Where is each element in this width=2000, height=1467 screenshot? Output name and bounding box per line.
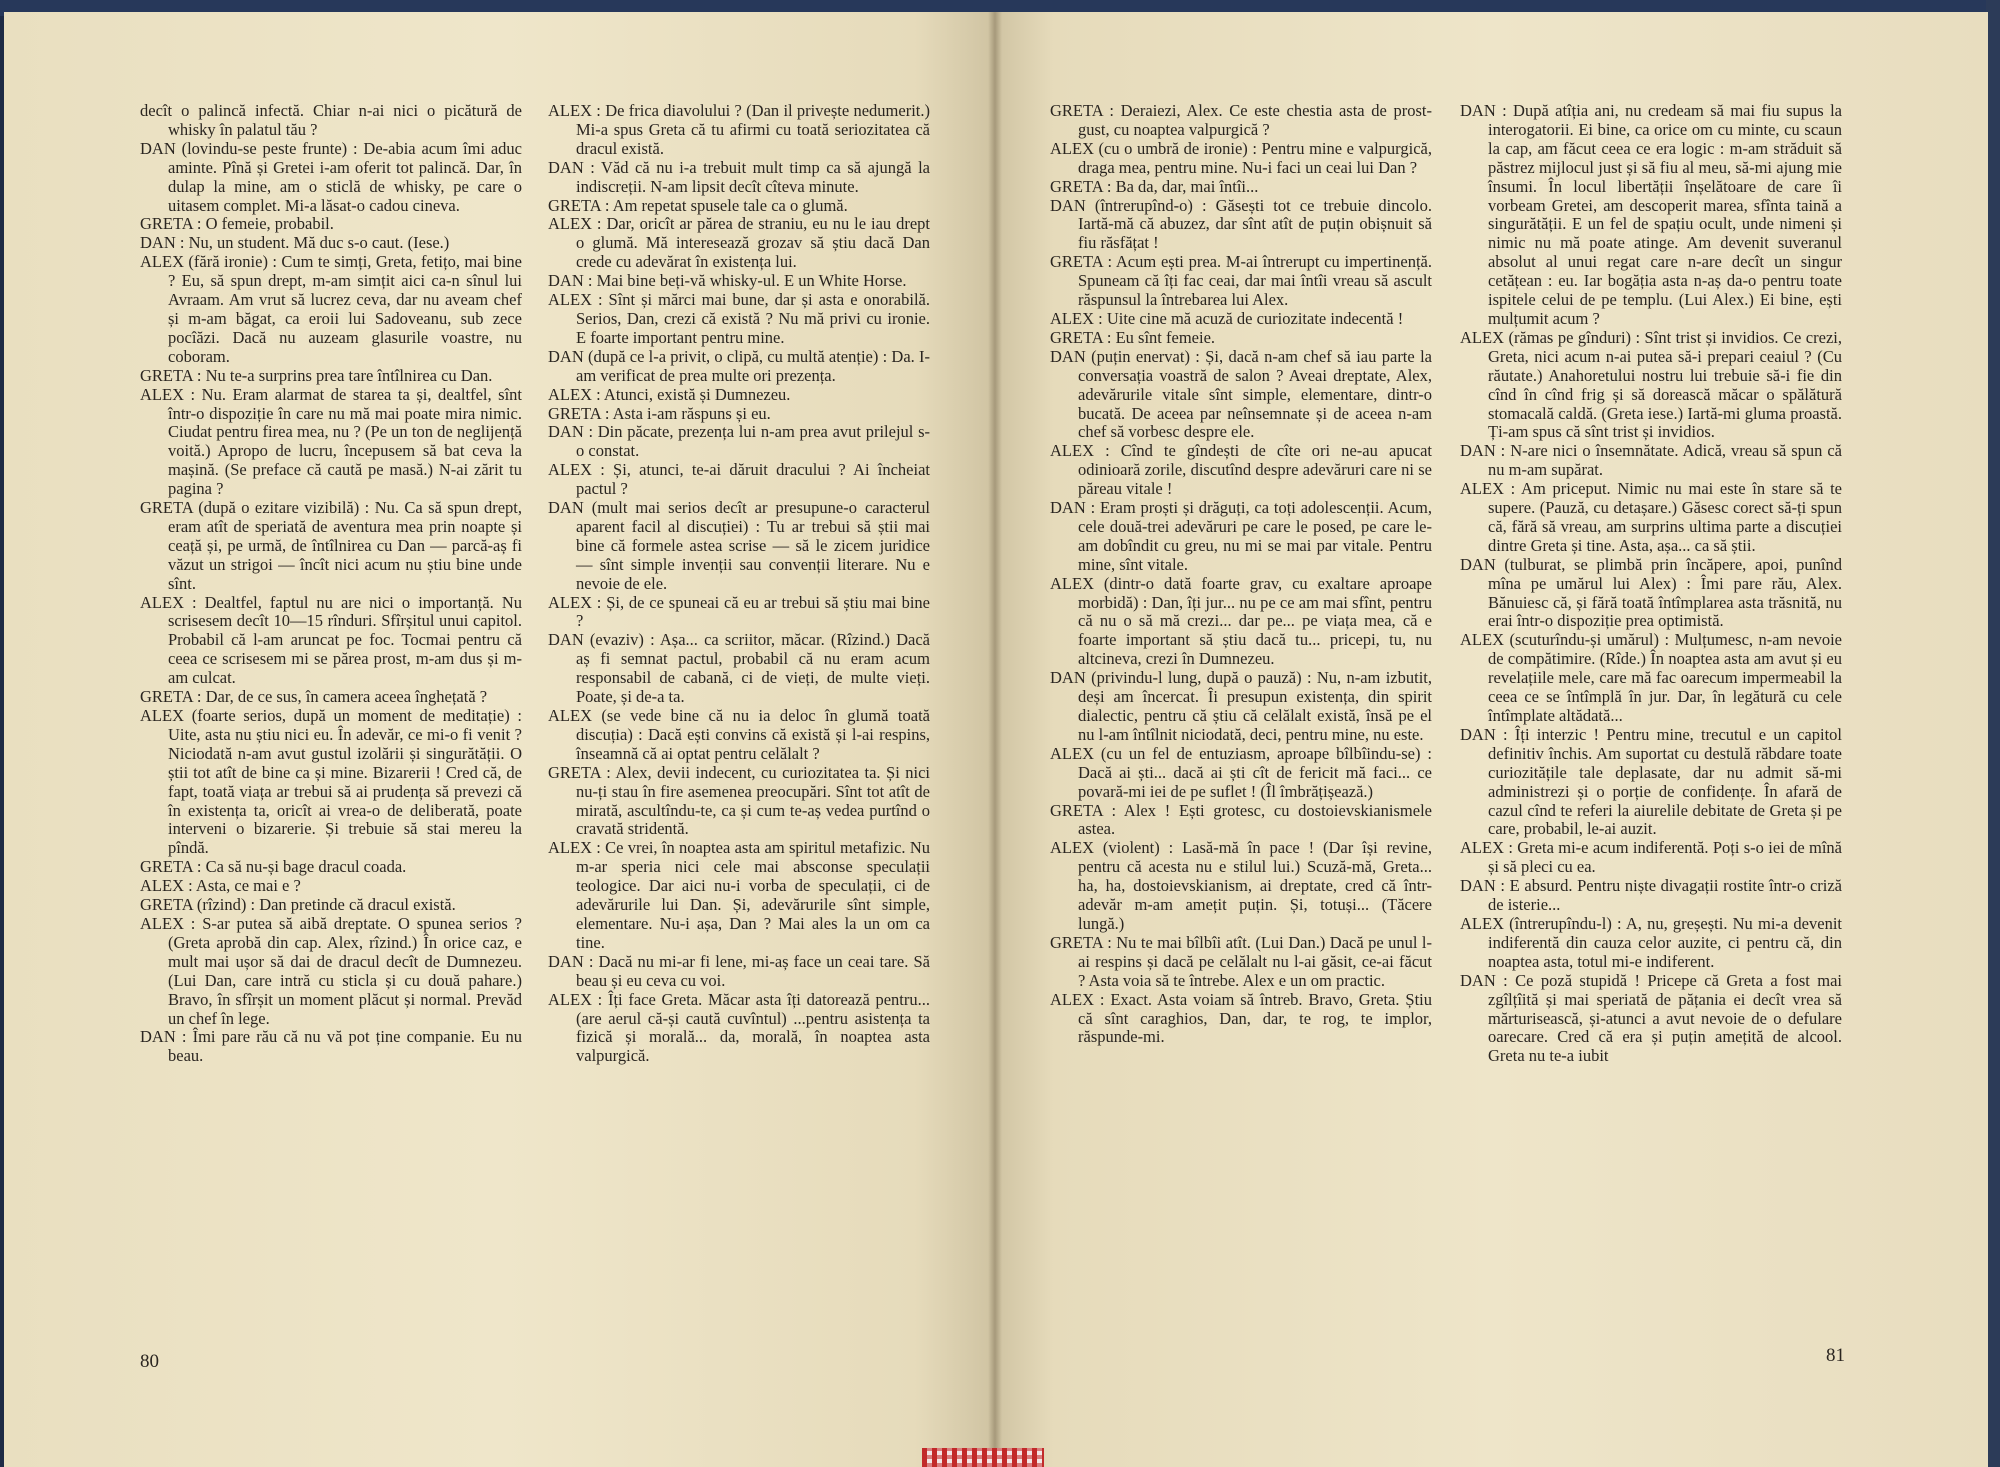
book-cover-side: [1986, 0, 2000, 1467]
dialogue-paragraph: GRETA : Nu te-a surprins prea tare întîlnirea cu Dan.: [140, 365, 493, 385]
dialogue-paragraph: ALEX (fără ironie) : Cum te simți, Greta, fetițo, mai bine ? Eu, să spun drept, m-am simțit aici ca-n sînul lui Avraam. Am vrut să lucrez ceva, dar nu aveam chef și m-am băgat, ca eroii lui Sadoveanu, sub zece pocîăzi. Dacă nu auzeam glasurile voastre, nu coboram.: [140, 252, 522, 366]
left-page-number: 80: [140, 1351, 159, 1372]
right-page-column-1: [1050, 102, 1432, 1047]
dialogue-paragraph: DAN (lovindu-se peste frunte) : De-abia acum îmi aduc aminte. Pînă și Gretei i-am oferit tot palincă. Dar, în dulap la mine, am o sticlă de whisky, pe care o uitasem complet. Mi-a lăsat-o cadou cineva.: [140, 138, 522, 215]
book-spread: [4, 12, 1988, 1467]
dialogue-paragraph: DAN : După atîția ani, nu credeam să mai fiu supus la interogatorii. Ei bine, ca orice om cu minte, cu scaun la cap, am făcut ceea ce era logic : m-am străduit să păstrez mijlocul just și să fiu al meu, să-mi ajung mie însumi. În locul libertății înșelătoare de care îi vorbeam Gretei, am descoperit marea, sfînta taină a singurătății. E un fel de spațiu ocult, unde nimeni și nimic nu mă poate atinge. Am devenit suveranul absolut al unui regat care n-are decît un singur cetățean : eu. Iar bogăția asta n-aș da-o pentru toate ispitele celui de pe templu. (Lui Alex.) Ei bine, ești mulțumit acum ?: [1460, 101, 1842, 328]
dialogue-paragraph: DAN (mult mai serios decît ar presupune-o caracterul aparent facil al discuției) : Tu ar trebui să știi mai bine că formele astea scrise — să le zicem juridice — sînt simple invenții sau convenții literare. Nu e nevoie de ele.: [548, 498, 930, 593]
dialogue-paragraph: ALEX (dintr-o dată foarte grav, cu exaltare aproape morbidă) : Dan, îți jur... nu pe ce am mai sfînt, pentru că nu o să mă crezi... dar pe... pe viața mea, că e foarte important să știu dacă tu... pricepi, tu, nu altcineva, crezi în Dumnezeu.: [1050, 573, 1432, 669]
dialogue-paragraph: GRETA : Asta i-am răspuns și eu.: [548, 403, 771, 423]
dialogue-paragraph: DAN (tulburat, se plimbă prin încăpere, apoi, punînd mîna pe umărul lui Alex) : Îmi pare rău, Alex. Bănuiesc că, și fără toată întîmplarea asta trăsnită, nu erai într-o dispoziție prea optimistă.: [1460, 554, 1842, 631]
dialogue-paragraph: DAN (evaziv) : Așa... ca scriitor, măcar. (Rîzind.) Dacă aș fi semnat pactul, probabil că nu eram acum responsabil de cabană, ci de vieți, de multe vieți. Poate, și de-a ta.: [548, 630, 930, 707]
dialogue-paragraph: ALEX : Și, de ce spuneai că eu ar trebui să știu mai bine ?: [548, 592, 930, 631]
dialogue-paragraph: ALEX (foarte serios, după un moment de meditație) : Uite, asta nu știu nici eu. În adevăr, ce mi-o fi venit ? Niciodată n-am avut gustul izolării și singurătății. O știi tot atît de bine ca și mine. Bizareriі ! Cred că, de fapt, toată viața ar trebui să ai prudența să prevezi că în existența ta, oricît ai vrea-o de deliberată, poate interveni o bizarerie. Și trebuie să stai mereu la pîndă.: [140, 706, 522, 858]
dialogue-paragraph: GRETA : Alex, devii indecent, cu curiozitatea ta. Și nici nu-ți stau în fire asemenea preocupări. Sînt tot atît de mirată, ascultîndu-te, ca și cum te-aș vedea purtînd o cravată stridentă.: [548, 762, 930, 839]
dialogue-paragraph: ALEX : S-ar putea să aibă dreptate. O spunea serios ? (Greta aprobă din cap. Alex, rîzind.) În orice caz, e mult mai ușor să dai de dracul decît de Dumnezeu. (Lui Dan, care intră cu sticla și cu două pahare.) Bravo, în sfîrșit un moment plăcut și normal. Prevăd un chef în lege.: [140, 913, 522, 1028]
dialogue-paragraph: ALEX (cu un fel de entuziasm, aproape bîlbîindu-se) : Dacă ai ști... dacă ai ști cît de fericit mă faci... ce povară-mi iei de pe suflet ! (Îl îmbrățișează.): [1050, 743, 1432, 801]
dialogue-paragraph: ALEX (violent) : Lasă-mă în pace ! (Dar își revine, pentru că acesta nu e stilul lui.) Scuză-mă, Greta... ha, ha, dostoievskianism, ai dreptate, cred că într-adevăr m-am amețit puțin. Și, totuși... (Tăcere lungă.): [1050, 838, 1432, 933]
dialogue-paragraph: ALEX : Și, atunci, te-ai dăruit dracului ? Ai încheiat pactul ?: [548, 460, 930, 499]
dialogue-paragraph: ALEX : Am priceput. Nimic nu mai este în stare să te supere. (Pauză, cu detașare.) Găsesc corect să-ți spun că, fără să vreau, am surprins ultima parte a discuției dintre Greta și tine. Asta, așa... ca să știi.: [1460, 479, 1842, 555]
dialogue-paragraph: ALEX : Îți face Greta. Măcar asta îți datorează pentru... (are aerul că-și caută cuvîntul) ...pentru asistența ta fizică și morală... da, morală, în noaptea asta valpurgică.: [548, 989, 930, 1066]
dialogue-paragraph: DAN : N-are nici o însemnătate. Adică, vreau să spun că nu m-am supărat.: [1460, 441, 1842, 480]
book-gutter: [988, 12, 1002, 1467]
dialogue-paragraph: ALEX (scuturîndu-și umărul) : Mulțumesc, n-am nevoie de compătimire. (Rîde.) În noaptea asta am avut și eu revelațiile mele, care mă fac oarecum impermeabil la ceea ce se întîmplă în jur. Dar, în legătură cu cele întîmplate altădată...: [1460, 630, 1842, 725]
dialogue-paragraph: ALEX : Sînt și mărci mai bune, dar și asta e onorabilă. Serios, Dan, crezi că există ? Nu mă privi cu ironie. E foarte important pentru mine.: [548, 290, 930, 347]
dialogue-paragraph: DAN : Din păcate, prezența lui n-am prea avut prilejul s-o constat.: [548, 422, 930, 461]
dialogue-paragraph: ALEX : Dealtfel, faptul nu are nici o importanță. Nu scrisesem decît 10—15 rînduri. Sfîrșitul unui capitol. Probabil că l-am aruncat pe foc. Tocmai pentru că ceea ce scrisesem mi se părea prost, m-am dus și m-am culcat.: [140, 592, 522, 688]
dialogue-paragraph: ALEX : Exact. Asta voiam să întreb. Bravo, Greta. Știu că sînt caraghios, Dan, dar, te rog, te implor, răspunde-mi.: [1050, 989, 1432, 1047]
dialogue-paragraph: DAN : Eram proști și drăguți, ca toți adolescenții. Acum, cele două-trei adevăruri pe care le posed, pe care le-am dobîndit cu greu, nu mi se mai par vitale. Pentru mine, sînt vitale.: [1050, 498, 1432, 574]
dialogue-paragraph: GRETA : Alex ! Ești grotesc, cu dostoievskianismele astea.: [1050, 800, 1432, 839]
dialogue-paragraph: ALEX : Nu. Eram alarmat de starea ta și, dealtfel, sînt într-o dispoziție în care nu mă mai poate mira nimic. Ciudat pentru firea mea, nu ? (Pe un ton de neglijență voită.) Apropo de lucru, începusem să bat ceva la mașină. (Se preface că caută pe masă.) N-ai zărit tu pagina ?: [140, 384, 522, 499]
dialogue-paragraph: DAN : Îți interzic ! Pentru mine, trecutul e un capitol definitiv închis. Am suportat cu destulă răbdare toate curiozitățile tale deplasate, dar nu admit să-mi administrezi și o porție de confidențe. În afară de cazul cînd te referi la aiurelile debitate de Greta și pe care, probabil, le-ai auzit.: [1460, 724, 1842, 839]
dialogue-paragraph: DAN : Văd că nu i-a trebuit mult timp ca să ajungă la indiscreții. N-am lipsit decît cîteva minute.: [548, 157, 930, 196]
dialogue-paragraph: ALEX : Uite cine mă acuză de curiozitate indecentă !: [1050, 308, 1404, 328]
dialogue-paragraph: ALEX : Asta, ce mai e ?: [140, 876, 301, 896]
dialogue-paragraph: ALEX (rămas pe gînduri) : Sînt trist și invidios. Ce crezi, Greta, nici acum n-ai putea să-i prepari ceaiul ? (Cu răutate.) Anahoretului nostru lui trebuie să-i fie din cînd în cînd frig și să dorească măcar o spălătură stomacală caldă. (Greta iese.) Iartă-mi gluma proastă. Ți-am spus că sînt trist și invidios.: [1460, 327, 1842, 442]
dialogue-paragraph: DAN : Mai bine beți-vă whisky-ul. E un White Horse.: [548, 271, 907, 291]
dialogue-paragraph: DAN : Dacă nu mi-ar fi lene, mi-aș face un ceai tare. Să beau și eu ceva cu voi.: [548, 951, 930, 990]
dialogue-paragraph: ALEX : Atunci, există și Dumnezeu.: [548, 384, 791, 404]
dialogue-paragraph: ALEX : Cînd te gîndești de cîte ori ne-au apucat odinioară zorile, discutînd despre adevăruri care ni se păreau vitale !: [1050, 441, 1432, 499]
dialogue-paragraph: DAN : E absurd. Pentru niște divagații rostite într-o criză de isterie...: [1460, 876, 1842, 915]
dialogue-paragraph: GRETA : O femeie, probabil.: [140, 214, 334, 234]
left-page: [4, 12, 994, 1467]
dialogue-paragraph: GRETA : Deraiezi, Alex. Ce este chestia asta de prost-gust, cu noaptea valpurgică ?: [1050, 101, 1432, 139]
dialogue-paragraph: ALEX : De frica diavolului ? (Dan il privește nedumerit.) Mi-a spus Greta că tu afirmi cu toată seriozitatea că dracul există.: [548, 101, 930, 158]
left-page-column-2: [548, 102, 930, 1066]
dialogue-paragraph: GRETA : Nu te mai bîlbîi atît. (Lui Dan.) Dacă pe unul l-ai respins și dacă pe celălalt nu l-ai găsit, ce-ai făcut ? Asta voia să te întrebe. Alex e un om practic.: [1050, 932, 1432, 990]
dialogue-paragraph: GRETA : Eu sînt femeie.: [1050, 327, 1216, 347]
right-page-column-2: [1460, 102, 1842, 1066]
dialogue-paragraph: ALEX (se vede bine că nu ia deloc în glumă toată discuția) : Dacă ești convins că există și l-ai respins, înseamnă că ai optat pentru celălalt ?: [548, 706, 930, 763]
dialogue-paragraph: DAN (întrerupînd-o) : Găsești tot ce trebuie dincolo. Iartă-mă că abuzez, dar sînt atît de puțin obișnuit să fiu răsfățat !: [1050, 195, 1432, 253]
dialogue-paragraph: GRETA : Acum ești prea. M-ai întrerupt cu impertinență. Spuneam că îți fac ceai, dar mai întîi vreau să ascult răspunsul la întrebarea lui Alex.: [1050, 252, 1432, 310]
dialogue-paragraph: ALEX : Ce vrei, în noaptea asta am spiritul metafizic. Nu m-ar speria nici cele mai absconse speculații teologice. Dar aici nu-i vorba de speculații, ci de adevărurile lui Dan. Și, adevărurile sînt simple, elementare. Nu-i așa, Dan ? Mai ales la un om ca tine.: [548, 838, 930, 952]
dialogue-paragraph: GRETA : Dar, de ce sus, în camera aceea înghețată ?: [140, 687, 488, 707]
dialogue-paragraph: decît o palincă infectă. Chiar n-ai nici o picătură de whisky în palatul tău ?: [140, 101, 522, 139]
dialogue-paragraph: DAN (privindu-l lung, după o pauză) : Nu, n-am izbutit, deși am încercat. Îi presupun existența, din spirit dialectic, pentru că știu că celălalt există, însă pe el nu l-am întîlnit niciodată, deci, pentru mine, nu este.: [1050, 668, 1432, 744]
dialogue-paragraph: GRETA (după o ezitare vizibilă) : Nu. Ca să spun drept, eram atît de speriată de aventura mea prin noapte și ceață și, pe urmă, de întîlnirea cu Dan — parcă-aș fi văzut un strigoi — încît nici acum nu știu bine unde sînt.: [140, 498, 522, 593]
dialogue-paragraph: DAN : Ce poză stupidă ! Pricepe că Greta a fost mai zgîlțîită și mai speriată de pățania ei decît vrea să mărturisească, și-atunci a avut nevoie de o defulare oarecare. Cred că era și puțin amețită de alcool. Greta nu te-a iubit: [1460, 970, 1842, 1066]
bookmark-ribbon-pattern: [922, 1448, 1044, 1467]
dialogue-paragraph: GRETA (rîzind) : Dan pretinde că dracul există.: [140, 895, 456, 915]
dialogue-paragraph: ALEX (cu o umbră de ironie) : Pentru mine e valpurgică, draga mea, pentru mine. Nu-i faci un ceai lui Dan ?: [1050, 138, 1432, 177]
dialogue-paragraph: GRETA : Ba da, dar, mai întîi...: [1050, 176, 1259, 196]
dialogue-paragraph: DAN (după ce l-a privit, o clipă, cu multă atenție) : Da. I-am verificat de prea multe ori prezența.: [548, 346, 930, 385]
dialogue-paragraph: ALEX : Dar, oricît ar părea de straniu, eu nu le iau drept o glumă. Mă interesează grozav să știu dacă Dan crede cu adevărat în existența lui.: [548, 214, 930, 272]
right-page: [994, 12, 1988, 1467]
dialogue-paragraph: ALEX (întrerupîndu-l) : A, nu, greșești. Nu mi-a devenit indiferentă din cauza celor auzite, ci pentru că, din noaptea asta, totul mi-e indiferent.: [1460, 913, 1842, 971]
dialogue-paragraph: GRETA : Am repetat spusele tale ca o glumă.: [548, 195, 848, 215]
right-page-number: 81: [1826, 1345, 1845, 1366]
dialogue-paragraph: DAN : Nu, un student. Mă duc s-o caut. (Iese.): [140, 233, 450, 253]
dialogue-paragraph: ALEX : Greta mi-e acum indiferentă. Poți s-o iei de mînă și să pleci cu ea.: [1460, 838, 1842, 877]
dialogue-paragraph: DAN : Îmi pare rău că nu vă pot ține companie. Eu nu beau.: [140, 1027, 522, 1066]
left-page-column-1: [140, 102, 522, 1066]
dialogue-paragraph: GRETA : Ca să nu-și bage dracul coada.: [140, 857, 407, 877]
dialogue-paragraph: DAN (puțin enervat) : Și, dacă n-am chef să iau parte la conversația voastră de salon ? Aveai dreptate, Alex, adevărurile vitale sînt simple, elementare, dintr-o bucată. De aceea par neînsemnate și de aceea n-am chef să vorbesc despre ele.: [1050, 346, 1432, 442]
